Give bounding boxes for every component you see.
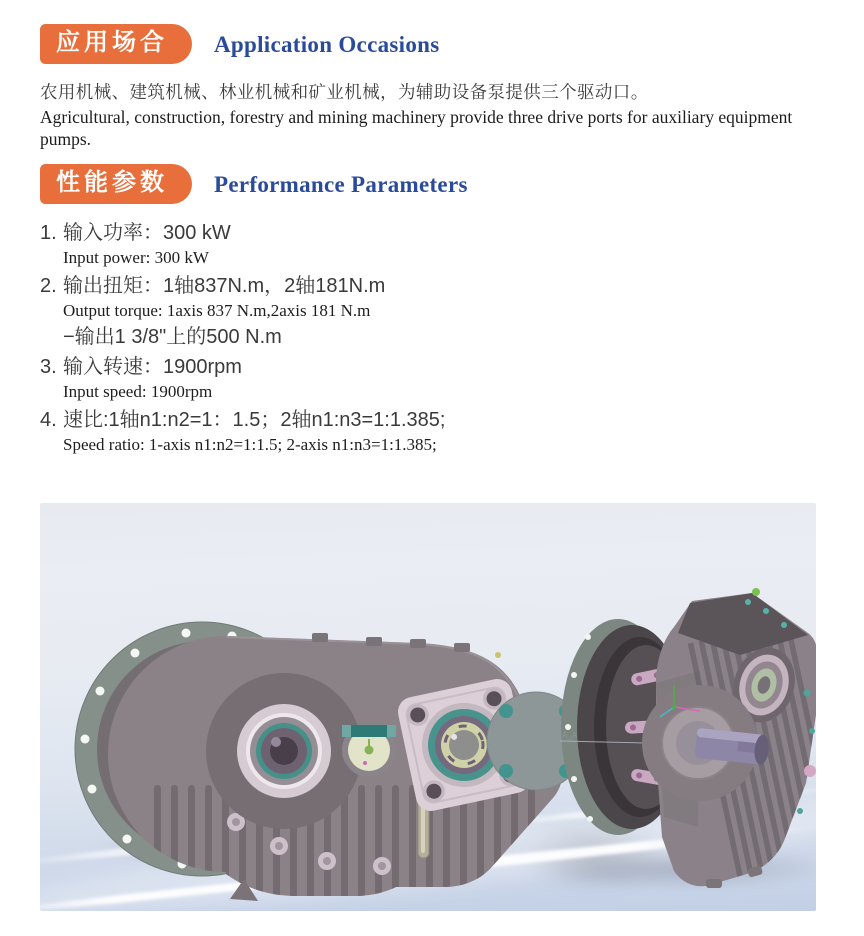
parameter-zh-line [40, 274, 824, 299]
item-number: 4. [40, 409, 57, 432]
vent-plug [495, 652, 501, 658]
section-label: A_A [562, 731, 578, 740]
performance-badge [40, 164, 192, 204]
parameter-extra-line: −输出1 3/8"上的500 N.m [63, 325, 282, 348]
application-badge-label: 应用场合 [56, 29, 168, 56]
performance-section-header [40, 164, 824, 204]
parameter-item-input-power [40, 221, 824, 271]
performance-title: Performance Parameters [214, 172, 468, 197]
parameter-zh-text: 输入功率：300 kW [63, 222, 231, 244]
parameter-zh-text: 输出扭矩：1轴837N.m，2轴181N.m [63, 275, 386, 298]
parameter-en-line: Output torque: 1axis 837 N.m,2axis 181 N.m [63, 301, 371, 321]
parameter-zh-line [40, 408, 824, 433]
item-number: 3. [40, 355, 57, 378]
product-figure-panel [40, 503, 816, 911]
application-badge [40, 24, 192, 64]
application-title: Application Occasions [214, 32, 440, 57]
inspection-plug [342, 723, 396, 777]
item-number: 1. [40, 222, 57, 244]
parameter-zh-text: 输入转速：1900rpm [63, 355, 242, 378]
application-body-en: Agricultural, construction, forestry and mining machinery provide three drive ports for auxiliary equipment pumps. [40, 107, 793, 150]
performance-section [40, 164, 824, 461]
green-marker [752, 588, 760, 596]
parameter-en-line: Input power: 300 kW [63, 248, 209, 268]
application-body-zh: 农用机械、建筑机械、林业机械和矿业机械，为辅助设备泵提供三个驱动口。 [40, 82, 649, 102]
parameter-en-line: Input speed: 1900rpm [63, 381, 213, 401]
performance-badge-label: 性能参数 [56, 169, 168, 196]
parameter-item-speed-ratio [40, 408, 824, 458]
parameter-zh-line [40, 221, 824, 246]
input-shaft-bearing [206, 673, 362, 829]
parameter-zh-line [40, 355, 824, 380]
parameter-item-input-speed [40, 355, 824, 405]
gearbox-front-view-illustration [66, 579, 586, 909]
parameter-list [40, 221, 824, 458]
application-section-header [40, 24, 824, 64]
parameter-en-line: Speed ratio: 1-axis n1:n2=1:1.5; 2-axis n1:n3=1:1.385; [63, 435, 437, 455]
item-number: 2. [40, 275, 57, 298]
parameter-zh-text: 速比:1轴n1:n2=1：1.5；2轴n1:n3=1:1.385; [63, 409, 446, 432]
parameter-item-output-torque [40, 274, 824, 351]
gearbox-three-quarter-view-illustration [560, 575, 816, 895]
application-section [40, 24, 824, 151]
